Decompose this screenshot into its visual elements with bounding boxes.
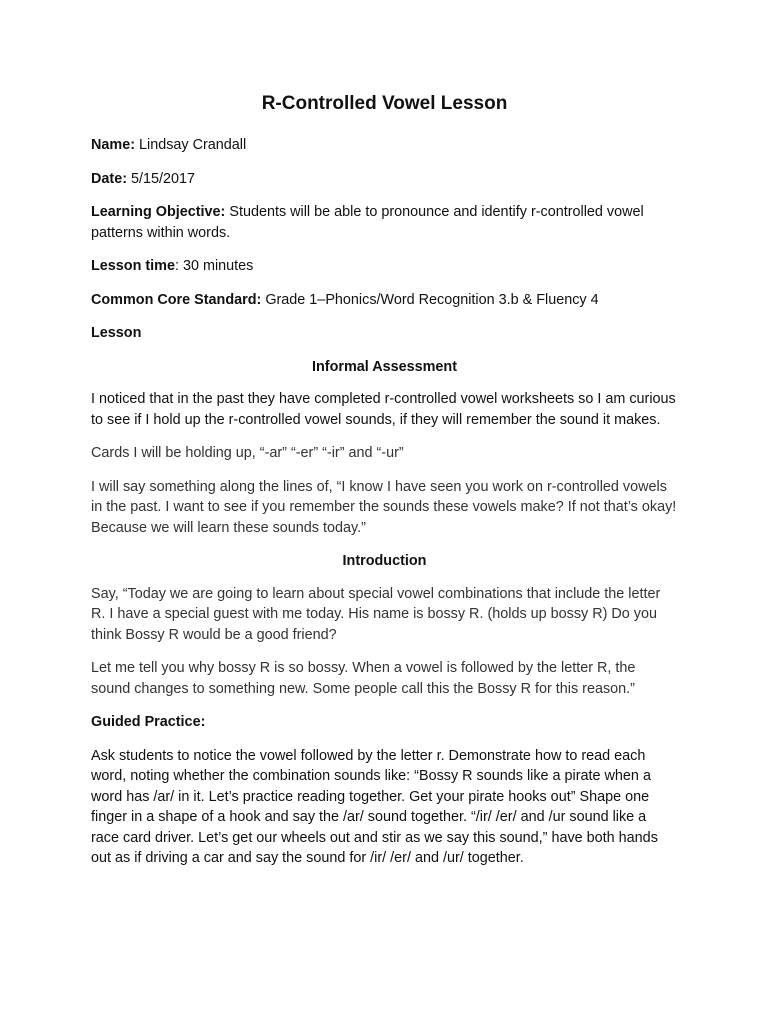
learning-objective-label: Learning Objective:	[91, 204, 226, 220]
common-core-standard-field	[91, 290, 678, 311]
common-core-standard-label: Common Core Standard:	[91, 291, 262, 308]
document-title: R-Controlled Vowel Lesson	[261, 93, 508, 114]
name-value: Lindsay Crandall	[139, 137, 247, 153]
lesson-time-value: : 30 minutes	[174, 258, 254, 274]
introduction-paragraph-2: Let me tell you why bossy R is so bossy. When a vowel is followed by the letter R, the sound changes to something new. Some people call this the Bossy R for this reason.”	[91, 660, 636, 697]
introduction-heading: Introduction	[342, 553, 427, 569]
learning-objective-value: Students will be able to pronounce and identify r-controlled vowel patterns within words.	[91, 204, 644, 241]
common-core-standard-value: Grade 1–Phonics/Word Recognition 3.b & Fluency 4	[265, 291, 599, 308]
name-field	[91, 135, 678, 156]
date-value: 5/15/2017	[130, 170, 196, 187]
informal-assessment-heading: Informal Assessment	[311, 358, 458, 375]
guided-practice-paragraph-1: Ask students to notice the vowel followed by the letter r. Demonstrate how to read each word, noting whether the combination sounds like: “Bossy R sounds like a pirate when a word has /ar/ in it. Let’s practice reading together. Get your pirate hooks out” Shape one finger in a shape of a hook and say the /ar/ sound together. “/ir/ /er/ and /ur sound like a race card driver. Let’s get our wheels out and stir as we say this sound,” have both hands out as if driving a car and say the sound for /ir/ /er/ and /ur/ together.	[91, 747, 658, 866]
informal-assessment-paragraph-1: I noticed that in the past they have completed r-controlled vowel worksheets so I am curious to see if I hold up the r-controlled vowel sounds, if they will remember the sound it makes.	[91, 391, 676, 428]
informal-assessment-paragraph-2: Cards I will be holding up, “-ar” “-er” “-ir” and “-ur”	[91, 445, 404, 461]
date-label: Date:	[91, 170, 127, 187]
lesson-time-label: Lesson time	[91, 258, 175, 274]
informal-assessment-paragraph-3: I will say something along the lines of, “I know I have seen you work on r-controlled vowels in the past. I want to see if you remember the sounds these vowels make? If not that’s okay! Because we will learn these sounds today.”	[91, 478, 677, 536]
name-label: Name:	[91, 137, 135, 153]
learning-objective-field	[91, 202, 678, 243]
introduction-paragraph-1: Say, “Today we are going to learn about special vowel combinations that include the letter R. I have a special guest with me today. His name is bossy R. (holds up bossy R) Do you think Bossy R would be a good friend?	[91, 585, 661, 643]
date-field	[91, 169, 678, 190]
lesson-time-field	[91, 256, 678, 277]
guided-practice-heading: Guided Practice:	[91, 714, 206, 730]
lesson-heading: Lesson	[91, 325, 142, 341]
